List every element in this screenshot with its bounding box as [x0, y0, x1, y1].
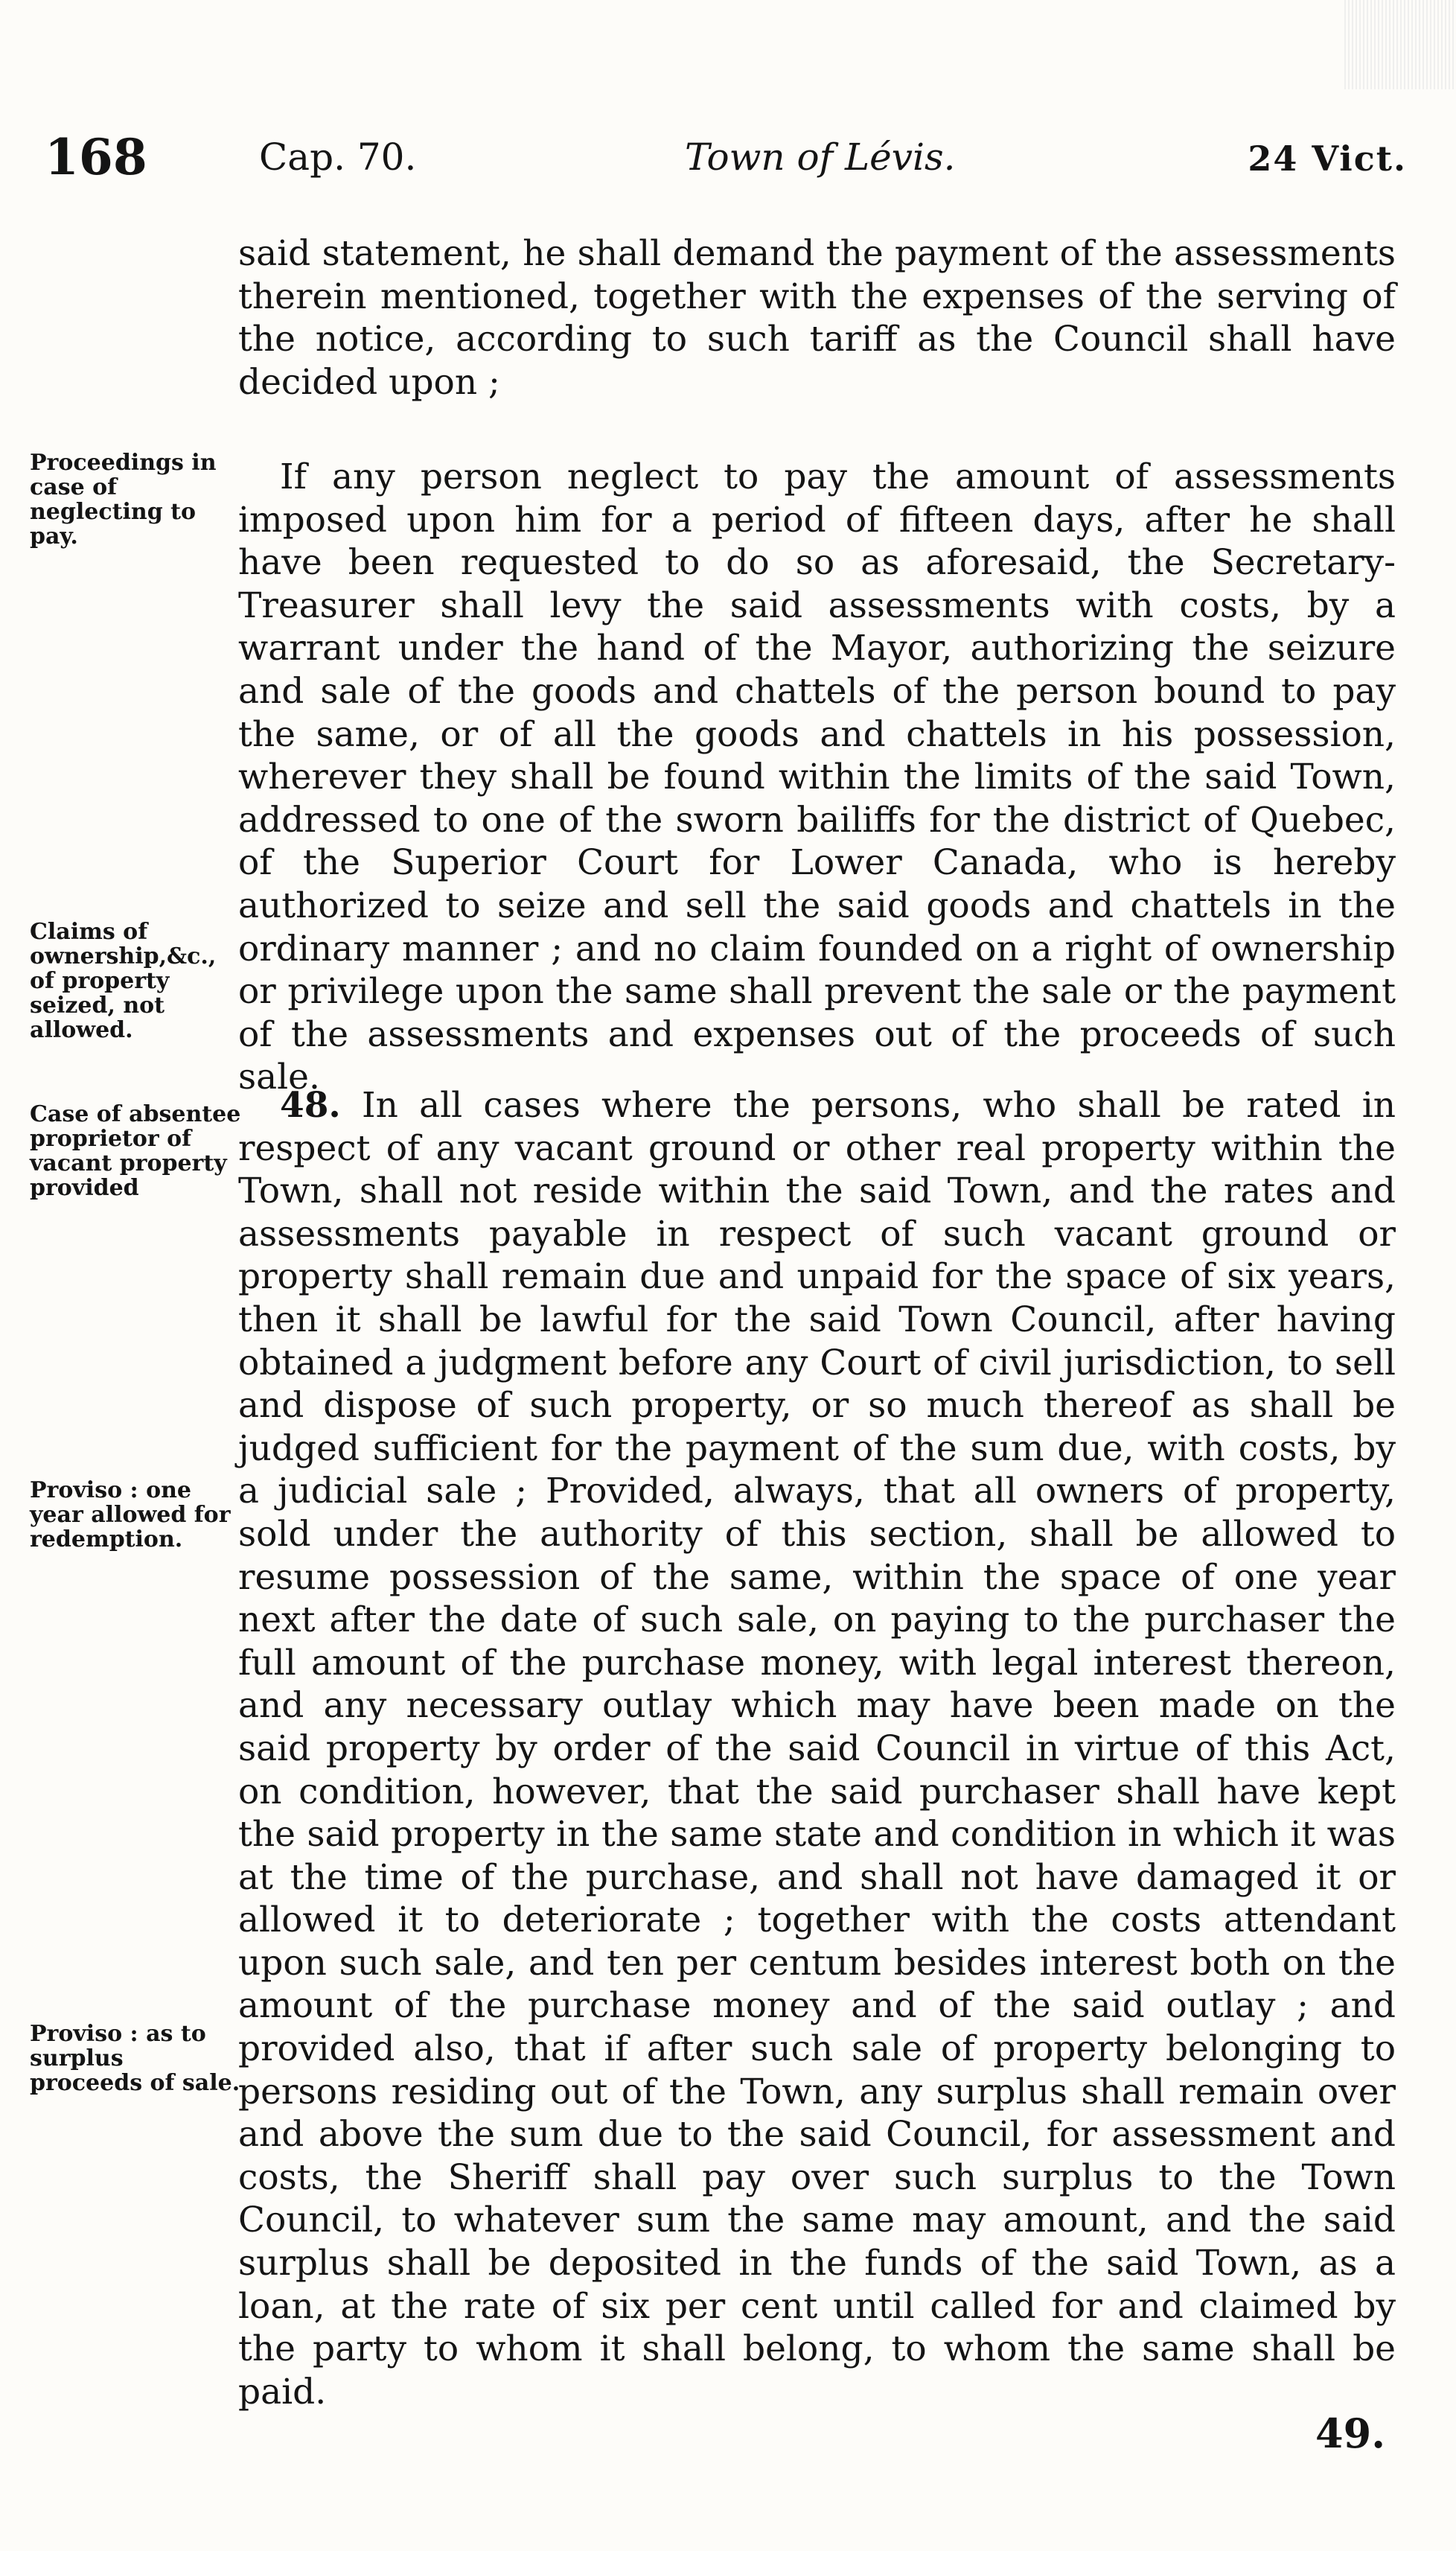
running-header [45, 128, 1407, 195]
chapter-label: Cap. 70. [259, 136, 417, 179]
margin-note-claims: Claims of ownership,&c., of property seized, not allowed. [30, 919, 217, 1043]
page-number: 168 [45, 128, 147, 186]
margin-note-redemption: Proviso : one year allowed for redemption. [30, 1477, 231, 1552]
margin-note-surplus: Proviso : as to surplus proceeds of sale. [30, 2021, 240, 2096]
section-48 [238, 1084, 1396, 2413]
paragraph-neglect-to-pay: If any person neglect to pay the amount of assessments imposed upon him for a period of fifteen days, after he shall have been requested to do so as aforesaid, the Secretary-Treasurer shall levy the said assessments with costs, by a warrant under the hand of the Mayor, authorizing the seizure and sale of the goods and chattels of the person bound to pay the same, or of all the goods and chattels in his possession, wherever they shall be found within the limits of the said Town, addressed to one of the sworn bailiffs for the district of Quebec, of the Superior Court for Lower Canada, who is hereby authorized to seize and sell the said goods and chattels in the ordinary manner ; and no claim founded on a right of ownership or privilege upon the same shall prevent the sale or the payment of the assessments and expenses out of the proceeds of such sale. [238, 456, 1396, 1098]
margin-note-proceedings: Proceedings in case of neglecting to pay. [30, 450, 217, 550]
regnal-year: 24 Vict. [1248, 138, 1407, 179]
section-number: 48. [280, 1085, 341, 1126]
scan-noise [1344, 0, 1456, 89]
section-text: In all cases where the persons, who shall be rated in respect of any vacant ground or other real property within the Town, shall not reside within the said Town, and the rates and assessments payable in respect of such vacant ground or property shall remain due and unpaid for the space of six years, then it shall be lawful for the said Town Council, after having obtained a judgment before any Court of civil jurisdiction, to sell and dispose of such property, or so much thereof as shall be judged sufficient for the payment of the sum due, with costs, by a judicial sale ; Provided, always, that all owners of property, sold under the authority of this section, shall be allowed to resume possession of the same, within the space of one year next after the date of such sale, on paying to the purchaser the full amount of the purchase money, with legal interest thereon, and any necessary outlay which may have been made on the said property by order of the said Council in virtue of this Act, on condition, however, that the said purchaser shall have kept the said property in the same state and condition in which it was at the time of the purchase, and shall not have damaged it or allowed it to deteriorate ; together with the costs attendant upon such sale, and ten per centum besides interest both on the amount of the purchase money and of the said outlay ; and provided also, that if after such sale of property belonging to persons residing out of the Town, any surplus shall remain over and above the sum due to the said Council, for assessment and costs, the Sheriff shall pay over such surplus to the Town Council, to whatever sum the same may amount, and the said surplus shall be deposited in the funds of the said Town, as a loan, at the rate of six per cent until called for and claimed by the party to whom it shall belong, to whom the same shall be paid. [238, 1085, 1396, 2413]
catchword: 49. [1315, 2410, 1385, 2457]
running-title: Town of Lévis. [685, 136, 956, 179]
margin-note-absentee: Case of absentee proprietor of vacant property provided [30, 1101, 241, 1201]
paragraph-continued: said statement, he shall demand the payment of the assessments therein mentioned, together with the expenses of the serving of the notice, according to such tariff as the Council shall have decided upon ; [238, 233, 1396, 403]
